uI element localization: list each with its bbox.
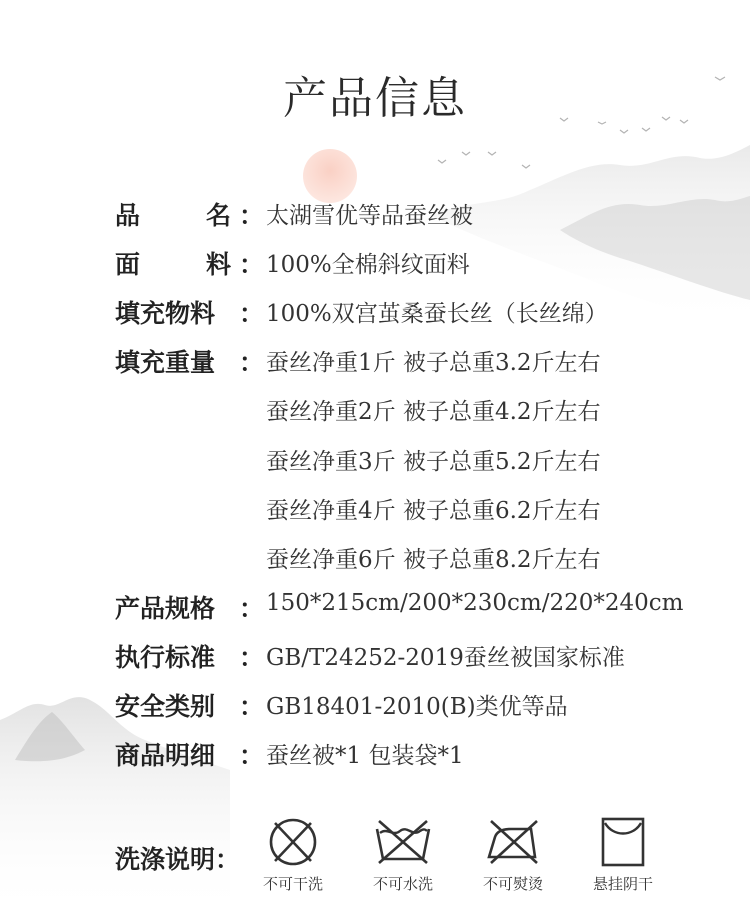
- spec-value: GB/T24252-2019蚕丝被国家标准: [266, 645, 625, 671]
- care-item: [578, 815, 668, 894]
- care-item-label: 不可水洗: [372, 875, 433, 893]
- spec-row: [115, 638, 735, 678]
- spec-colon: ：: [239, 201, 265, 230]
- spec-row: [115, 589, 735, 629]
- spec-label-text: 品: [115, 201, 141, 230]
- care-item-label: 不可干洗: [262, 875, 323, 893]
- care-item-label: 不可熨烫: [482, 875, 543, 893]
- spec-label-text: 执行标准: [115, 643, 216, 672]
- page-title: 产品信息: [283, 73, 467, 124]
- spec-row: [115, 736, 735, 776]
- hang-dry-icon: [578, 815, 668, 869]
- spec-row: [115, 392, 735, 432]
- spec-value: 蚕丝净重2斤 被子总重4.2斤左右: [266, 399, 601, 425]
- no-wash-icon: [358, 815, 448, 869]
- spec-value: 蚕丝被*1 包装袋*1: [266, 743, 464, 769]
- spec-value: 蚕丝净重6斤 被子总重8.2斤左右: [266, 547, 601, 573]
- spec-label: [115, 294, 231, 330]
- spec-colon: ：: [239, 741, 265, 770]
- spec-value: GB18401-2010(B)类优等品: [266, 694, 568, 720]
- spec-label-text: 名: [205, 201, 231, 230]
- spec-value: 100%双宫茧桑蚕长丝（长丝绵）: [266, 301, 608, 327]
- spec-label-text: 产品规格: [115, 594, 216, 623]
- spec-row: [115, 343, 735, 383]
- spec-colon: ：: [239, 299, 265, 328]
- spec-row: [115, 294, 735, 334]
- spec-label: [115, 196, 231, 232]
- spec-label: [115, 687, 231, 723]
- spec-colon: ：: [239, 692, 265, 721]
- spec-label-text: 面: [115, 250, 141, 279]
- spec-colon: ：: [239, 643, 265, 672]
- spec-label: [115, 736, 231, 772]
- spec-row: [115, 491, 735, 531]
- spec-value: 蚕丝净重3斤 被子总重5.2斤左右: [266, 449, 601, 475]
- spec-row: [115, 442, 735, 482]
- spec-label: [115, 589, 231, 625]
- spec-label-text: 安全类别: [115, 692, 216, 721]
- spec-label-text: 料: [205, 250, 231, 279]
- spec-value: 蚕丝净重4斤 被子总重6.2斤左右: [266, 498, 601, 524]
- wash-instructions-label: 洗涤说明：: [115, 845, 241, 874]
- no-iron-icon: [468, 815, 558, 869]
- spec-label: [115, 245, 231, 281]
- no-dry-clean-icon: [248, 815, 338, 869]
- spec-colon: ：: [239, 594, 265, 623]
- care-item: [248, 815, 338, 894]
- spec-row: [115, 540, 735, 580]
- spec-label: [115, 638, 231, 674]
- spec-value: 太湖雪优等品蚕丝被: [266, 203, 473, 229]
- spec-value: 150*215cm/200*230cm/220*240cm: [266, 590, 684, 616]
- spec-colon: ：: [239, 250, 265, 279]
- spec-label-text: 填充重量: [115, 348, 216, 377]
- spec-row: [115, 245, 735, 285]
- spec-colon: ：: [239, 348, 265, 377]
- care-item: [468, 815, 558, 894]
- spec-value: 100%全棉斜纹面料: [266, 252, 470, 278]
- care-item: [358, 815, 448, 894]
- spec-row: [115, 687, 735, 727]
- spec-label-text: 商品明细: [115, 741, 216, 770]
- spec-label-text: 填充物料: [115, 299, 216, 328]
- spec-value: 蚕丝净重1斤 被子总重3.2斤左右: [266, 350, 601, 376]
- spec-row: [115, 196, 735, 236]
- spec-label: [115, 343, 231, 379]
- care-item-label: 悬挂阴干: [592, 875, 653, 893]
